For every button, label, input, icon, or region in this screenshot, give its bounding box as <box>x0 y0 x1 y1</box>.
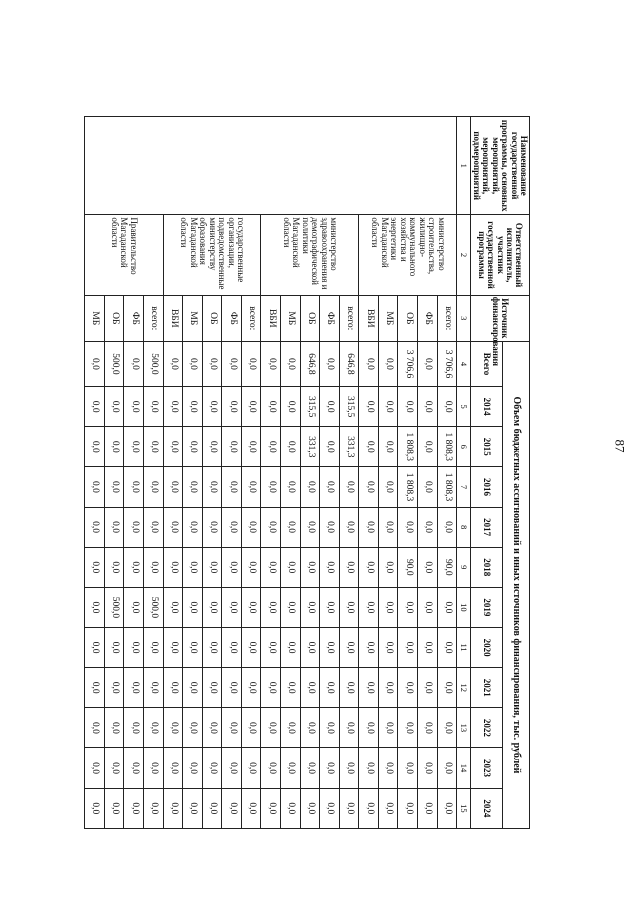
funding-source-cell: ОБ <box>300 295 320 341</box>
value-cell: 0,0 <box>241 341 261 386</box>
value-cell: 0,0 <box>143 668 163 708</box>
value-cell: 0,0 <box>320 748 340 788</box>
table-row <box>339 117 359 829</box>
column-number: 6 <box>457 427 470 467</box>
value-cell: 0,0 <box>202 387 222 427</box>
value-cell: 0,0 <box>85 788 105 828</box>
value-cell: 0,0 <box>241 427 261 467</box>
value-cell: 0,0 <box>359 341 379 386</box>
funding-source-cell: ОБ <box>104 295 124 341</box>
header-year: 2020 <box>470 628 502 668</box>
table-row <box>143 117 163 829</box>
value-cell: 0,0 <box>85 427 105 467</box>
value-cell: 0,0 <box>143 547 163 587</box>
funding-source-cell: ФБ <box>320 295 340 341</box>
value-cell: 0,0 <box>437 788 457 828</box>
value-cell: 0,0 <box>320 467 340 507</box>
value-cell: 0,0 <box>143 387 163 427</box>
value-cell: 0,0 <box>320 668 340 708</box>
value-cell: 0,0 <box>222 341 242 386</box>
value-cell: 1 808,3 <box>398 427 418 467</box>
value-cell: 0,0 <box>320 587 340 627</box>
value-cell: 0,0 <box>183 628 203 668</box>
value-cell: 0,0 <box>143 467 163 507</box>
page-number: 87 <box>612 439 628 453</box>
value-cell: 0,0 <box>124 427 144 467</box>
value-cell: 0,0 <box>437 387 457 427</box>
table-row <box>437 117 457 829</box>
value-cell: 0,0 <box>281 507 301 547</box>
value-cell: 0,0 <box>359 708 379 748</box>
value-cell: 0,0 <box>281 788 301 828</box>
value-cell: 0,0 <box>378 587 398 627</box>
value-cell: 0,0 <box>202 668 222 708</box>
rotated-table-container <box>84 116 530 829</box>
value-cell: 0,0 <box>300 668 320 708</box>
value-cell: 0,0 <box>183 387 203 427</box>
value-cell: 0,0 <box>202 547 222 587</box>
budget-table <box>84 116 530 829</box>
value-cell: 0,0 <box>418 547 438 587</box>
value-cell: 331,3 <box>300 427 320 467</box>
value-cell: 0,0 <box>378 427 398 467</box>
value-cell: 0,0 <box>222 507 242 547</box>
value-cell: 0,0 <box>300 708 320 748</box>
value-cell: 315,5 <box>339 387 359 427</box>
value-cell: 0,0 <box>241 628 261 668</box>
executor-cell: министерство здравоохранения и демографической политики Магаданской области <box>261 215 359 295</box>
value-cell: 0,0 <box>202 341 222 386</box>
value-cell: 0,0 <box>281 748 301 788</box>
executor-cell: государственные организации, подведомственные министерству образования Магаданской области <box>163 215 261 295</box>
value-cell: 0,0 <box>418 748 438 788</box>
value-cell: 0,0 <box>378 341 398 386</box>
value-cell: 646,8 <box>300 341 320 386</box>
value-cell: 0,0 <box>261 668 281 708</box>
value-cell: 0,0 <box>104 668 124 708</box>
value-cell: 0,0 <box>300 788 320 828</box>
value-cell: 0,0 <box>261 341 281 386</box>
funding-source-cell: ВБИ <box>163 295 183 341</box>
value-cell: 0,0 <box>320 341 340 386</box>
value-cell: 0,0 <box>261 587 281 627</box>
value-cell: 0,0 <box>104 387 124 427</box>
value-cell: 0,0 <box>202 467 222 507</box>
value-cell: 0,0 <box>320 427 340 467</box>
header-year: 2024 <box>470 788 502 828</box>
header-year: 2022 <box>470 708 502 748</box>
value-cell: 0,0 <box>398 748 418 788</box>
column-number: 12 <box>457 668 470 708</box>
value-cell: 0,0 <box>418 341 438 386</box>
value-cell: 0,0 <box>222 547 242 587</box>
column-number: 9 <box>457 547 470 587</box>
value-cell: 3 706,6 <box>437 341 457 386</box>
value-cell: 0,0 <box>378 788 398 828</box>
funding-source-cell: ОБ <box>202 295 222 341</box>
value-cell: 0,0 <box>222 708 242 748</box>
value-cell: 0,0 <box>183 587 203 627</box>
value-cell: 0,0 <box>104 788 124 828</box>
value-cell: 0,0 <box>359 587 379 627</box>
funding-source-cell: МБ <box>281 295 301 341</box>
value-cell: 0,0 <box>104 748 124 788</box>
value-cell: 0,0 <box>124 788 144 828</box>
value-cell: 0,0 <box>339 587 359 627</box>
funding-source-cell: всего: <box>339 295 359 341</box>
value-cell: 0,0 <box>202 507 222 547</box>
value-cell: 0,0 <box>378 547 398 587</box>
value-cell: 0,0 <box>300 628 320 668</box>
value-cell: 0,0 <box>261 547 281 587</box>
value-cell: 0,0 <box>281 628 301 668</box>
value-cell: 0,0 <box>359 748 379 788</box>
value-cell: 0,0 <box>124 628 144 668</box>
column-number: 13 <box>457 708 470 748</box>
value-cell: 0,0 <box>222 628 242 668</box>
value-cell: 0,0 <box>398 507 418 547</box>
value-cell: 0,0 <box>398 788 418 828</box>
value-cell: 0,0 <box>124 341 144 386</box>
funding-source-cell: всего: <box>437 295 457 341</box>
value-cell: 0,0 <box>104 427 124 467</box>
value-cell: 0,0 <box>202 587 222 627</box>
column-number: 11 <box>457 628 470 668</box>
value-cell: 0,0 <box>104 467 124 507</box>
header-funding-title: Объем бюджетных ассигнований и иных источников финансирования, тыс. рублей <box>502 341 529 828</box>
table-row <box>241 117 261 829</box>
value-cell: 0,0 <box>281 708 301 748</box>
value-cell: 0,0 <box>143 708 163 748</box>
column-number: 1 <box>457 117 470 215</box>
value-cell: 0,0 <box>281 587 301 627</box>
value-cell: 0,0 <box>202 628 222 668</box>
value-cell: 0,0 <box>418 708 438 748</box>
value-cell: 0,0 <box>163 467 183 507</box>
value-cell: 0,0 <box>398 668 418 708</box>
value-cell: 0,0 <box>359 387 379 427</box>
header-year: 2016 <box>470 467 502 507</box>
executor-cell: министерство строительства, жилищно-коммунального хозяйства и энергетики Магаданской области <box>359 215 457 295</box>
value-cell: 0,0 <box>85 507 105 547</box>
funding-source-cell: ФБ <box>418 295 438 341</box>
value-cell: 0,0 <box>124 668 144 708</box>
value-cell: 500,0 <box>104 341 124 386</box>
header-year: 2015 <box>470 427 502 467</box>
value-cell: 0,0 <box>398 387 418 427</box>
value-cell: 0,0 <box>281 547 301 587</box>
value-cell: 0,0 <box>124 467 144 507</box>
document-page <box>84 116 530 829</box>
value-cell: 0,0 <box>261 748 281 788</box>
funding-source-cell: ФБ <box>124 295 144 341</box>
value-cell: 90,0 <box>437 547 457 587</box>
value-cell: 0,0 <box>163 587 183 627</box>
value-cell: 0,0 <box>281 668 301 708</box>
value-cell: 0,0 <box>418 387 438 427</box>
value-cell: 0,0 <box>339 467 359 507</box>
header-funding-source: Источник финансирования <box>470 295 529 341</box>
value-cell: 500,0 <box>143 341 163 386</box>
value-cell: 0,0 <box>359 467 379 507</box>
value-cell: 0,0 <box>378 507 398 547</box>
header-executor: Ответственный исполнитель, участник государственной программы <box>470 215 529 295</box>
value-cell: 0,0 <box>183 668 203 708</box>
value-cell: 0,0 <box>183 427 203 467</box>
funding-source-cell: всего: <box>143 295 163 341</box>
value-cell: 1 808,3 <box>437 427 457 467</box>
value-cell: 0,0 <box>300 587 320 627</box>
value-cell: 0,0 <box>281 427 301 467</box>
value-cell: 0,0 <box>241 587 261 627</box>
value-cell: 0,0 <box>222 387 242 427</box>
value-cell: 0,0 <box>202 788 222 828</box>
value-cell: 0,0 <box>378 387 398 427</box>
value-cell: 0,0 <box>281 341 301 386</box>
value-cell: 0,0 <box>320 628 340 668</box>
value-cell: 0,0 <box>163 788 183 828</box>
column-number: 5 <box>457 387 470 427</box>
value-cell: 0,0 <box>163 547 183 587</box>
value-cell: 0,0 <box>339 628 359 668</box>
executor-cell: Правительство Магаданской области <box>85 215 164 295</box>
value-cell: 0,0 <box>183 547 203 587</box>
header-program-name: Наименование государственной программы, основных мероприятий, мероприятий, подмероприятий <box>470 117 529 215</box>
column-number: 4 <box>457 341 470 386</box>
header-total: Всего <box>470 341 502 386</box>
header-year: 2023 <box>470 748 502 788</box>
funding-source-cell: МБ <box>183 295 203 341</box>
value-cell: 0,0 <box>437 668 457 708</box>
funding-source-cell: МБ <box>378 295 398 341</box>
value-cell: 0,0 <box>241 748 261 788</box>
value-cell: 0,0 <box>163 748 183 788</box>
column-number: 10 <box>457 587 470 627</box>
value-cell: 0,0 <box>163 387 183 427</box>
value-cell: 0,0 <box>124 507 144 547</box>
value-cell: 0,0 <box>143 507 163 547</box>
value-cell: 0,0 <box>104 628 124 668</box>
value-cell: 0,0 <box>437 628 457 668</box>
value-cell: 0,0 <box>202 748 222 788</box>
column-number: 15 <box>457 788 470 828</box>
value-cell: 0,0 <box>241 387 261 427</box>
funding-source-cell: ВБИ <box>359 295 379 341</box>
header-year: 2019 <box>470 587 502 627</box>
value-cell: 0,0 <box>339 668 359 708</box>
value-cell: 0,0 <box>163 507 183 547</box>
value-cell: 0,0 <box>359 788 379 828</box>
funding-source-cell: МБ <box>85 295 105 341</box>
value-cell: 0,0 <box>261 708 281 748</box>
value-cell: 0,0 <box>418 668 438 708</box>
value-cell: 0,0 <box>163 341 183 386</box>
column-number: 3 <box>457 295 470 341</box>
column-number: 14 <box>457 748 470 788</box>
value-cell: 0,0 <box>85 467 105 507</box>
value-cell: 0,0 <box>241 507 261 547</box>
value-cell: 0,0 <box>300 467 320 507</box>
value-cell: 0,0 <box>300 507 320 547</box>
header-year: 2021 <box>470 668 502 708</box>
value-cell: 0,0 <box>437 748 457 788</box>
column-number: 7 <box>457 467 470 507</box>
value-cell: 0,0 <box>241 467 261 507</box>
value-cell: 0,0 <box>320 788 340 828</box>
value-cell: 90,0 <box>398 547 418 587</box>
value-cell: 0,0 <box>437 507 457 547</box>
value-cell: 0,0 <box>418 788 438 828</box>
value-cell: 0,0 <box>300 547 320 587</box>
value-cell: 0,0 <box>183 788 203 828</box>
value-cell: 0,0 <box>241 668 261 708</box>
value-cell: 0,0 <box>143 748 163 788</box>
value-cell: 0,0 <box>261 387 281 427</box>
column-number: 2 <box>457 215 470 295</box>
value-cell: 500,0 <box>143 587 163 627</box>
value-cell: 0,0 <box>183 467 203 507</box>
value-cell: 0,0 <box>163 628 183 668</box>
value-cell: 0,0 <box>85 387 105 427</box>
value-cell: 0,0 <box>163 427 183 467</box>
value-cell: 0,0 <box>320 387 340 427</box>
value-cell: 0,0 <box>300 748 320 788</box>
value-cell: 0,0 <box>85 547 105 587</box>
value-cell: 0,0 <box>124 587 144 627</box>
value-cell: 0,0 <box>222 668 242 708</box>
value-cell: 0,0 <box>281 467 301 507</box>
value-cell: 0,0 <box>183 341 203 386</box>
column-number: 8 <box>457 507 470 547</box>
value-cell: 0,0 <box>398 587 418 627</box>
value-cell: 0,0 <box>418 467 438 507</box>
value-cell: 331,3 <box>339 427 359 467</box>
value-cell: 0,0 <box>222 788 242 828</box>
header-year: 2017 <box>470 507 502 547</box>
value-cell: 0,0 <box>359 628 379 668</box>
header-year: 2018 <box>470 547 502 587</box>
value-cell: 1 808,3 <box>437 467 457 507</box>
value-cell: 0,0 <box>339 507 359 547</box>
value-cell: 0,0 <box>85 748 105 788</box>
value-cell: 0,0 <box>378 668 398 708</box>
value-cell: 0,0 <box>378 708 398 748</box>
value-cell: 0,0 <box>418 427 438 467</box>
value-cell: 0,0 <box>183 507 203 547</box>
funding-source-cell: ВБИ <box>261 295 281 341</box>
value-cell: 0,0 <box>85 341 105 386</box>
value-cell: 0,0 <box>104 507 124 547</box>
value-cell: 0,0 <box>398 708 418 748</box>
value-cell: 0,0 <box>85 668 105 708</box>
value-cell: 0,0 <box>104 708 124 748</box>
value-cell: 0,0 <box>261 628 281 668</box>
value-cell: 0,0 <box>398 628 418 668</box>
value-cell: 0,0 <box>222 587 242 627</box>
value-cell: 0,0 <box>378 628 398 668</box>
value-cell: 0,0 <box>124 748 144 788</box>
funding-source-cell: ФБ <box>222 295 242 341</box>
value-cell: 0,0 <box>85 628 105 668</box>
value-cell: 3 706,6 <box>398 341 418 386</box>
value-cell: 0,0 <box>418 587 438 627</box>
value-cell: 0,0 <box>261 427 281 467</box>
value-cell: 0,0 <box>222 427 242 467</box>
value-cell: 0,0 <box>183 708 203 748</box>
value-cell: 0,0 <box>241 547 261 587</box>
value-cell: 0,0 <box>241 708 261 748</box>
value-cell: 0,0 <box>124 708 144 748</box>
value-cell: 0,0 <box>163 708 183 748</box>
value-cell: 0,0 <box>222 467 242 507</box>
value-cell: 1 808,3 <box>398 467 418 507</box>
value-cell: 315,5 <box>300 387 320 427</box>
value-cell: 0,0 <box>339 748 359 788</box>
funding-source-cell: ОБ <box>398 295 418 341</box>
value-cell: 0,0 <box>320 547 340 587</box>
value-cell: 0,0 <box>124 547 144 587</box>
value-cell: 0,0 <box>378 748 398 788</box>
value-cell: 0,0 <box>281 387 301 427</box>
value-cell: 0,0 <box>339 708 359 748</box>
value-cell: 0,0 <box>359 547 379 587</box>
value-cell: 0,0 <box>339 788 359 828</box>
value-cell: 0,0 <box>85 708 105 748</box>
value-cell: 0,0 <box>261 507 281 547</box>
value-cell: 0,0 <box>359 507 379 547</box>
value-cell: 0,0 <box>261 788 281 828</box>
funding-source-cell: всего: <box>241 295 261 341</box>
value-cell: 0,0 <box>378 467 398 507</box>
value-cell: 0,0 <box>202 708 222 748</box>
value-cell: 0,0 <box>143 788 163 828</box>
value-cell: 0,0 <box>183 748 203 788</box>
value-cell: 0,0 <box>143 628 163 668</box>
value-cell: 0,0 <box>143 427 163 467</box>
value-cell: 0,0 <box>437 708 457 748</box>
header-year: 2014 <box>470 387 502 427</box>
value-cell: 0,0 <box>241 788 261 828</box>
value-cell: 500,0 <box>104 587 124 627</box>
value-cell: 0,0 <box>437 587 457 627</box>
value-cell: 0,0 <box>124 387 144 427</box>
value-cell: 646,8 <box>339 341 359 386</box>
program-name-cell <box>85 117 457 215</box>
value-cell: 0,0 <box>222 748 242 788</box>
value-cell: 0,0 <box>320 708 340 748</box>
value-cell: 0,0 <box>202 427 222 467</box>
value-cell: 0,0 <box>418 507 438 547</box>
value-cell: 0,0 <box>339 547 359 587</box>
value-cell: 0,0 <box>85 587 105 627</box>
value-cell: 0,0 <box>359 427 379 467</box>
value-cell: 0,0 <box>261 467 281 507</box>
value-cell: 0,0 <box>320 507 340 547</box>
value-cell: 0,0 <box>104 547 124 587</box>
value-cell: 0,0 <box>359 668 379 708</box>
value-cell: 0,0 <box>163 668 183 708</box>
value-cell: 0,0 <box>418 628 438 668</box>
